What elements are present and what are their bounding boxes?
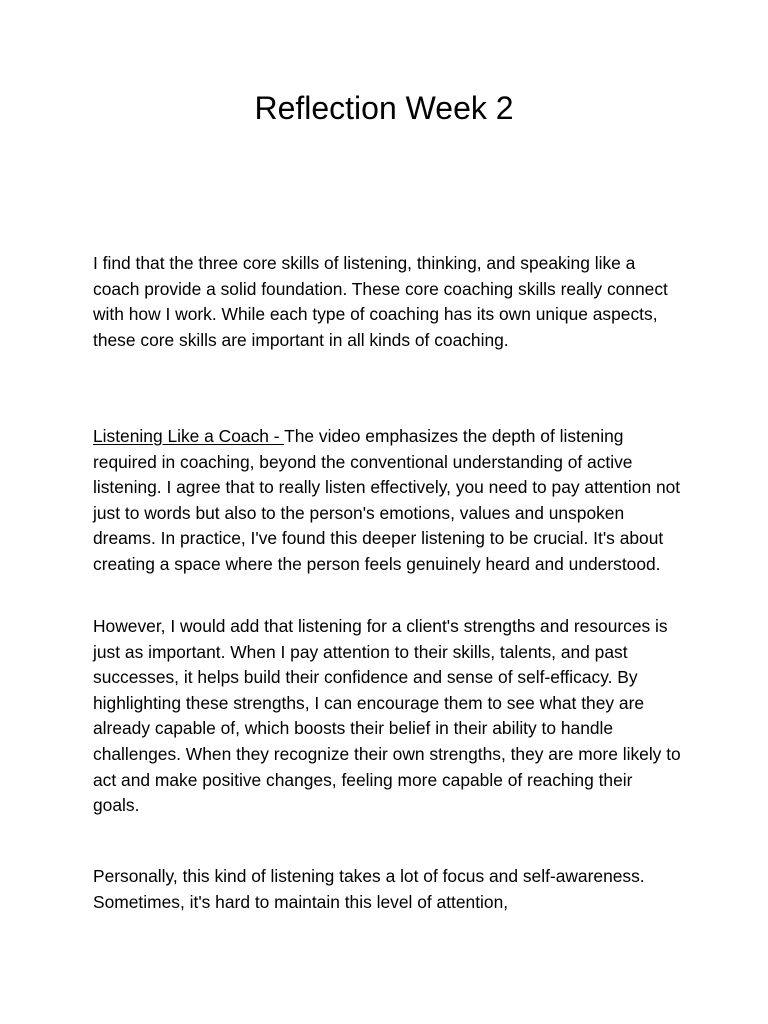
- personal-paragraph: Personally, this kind of listening takes a lot of focus and self-awareness. Sometimes, it's hard to maintain this level of attention,: [93, 866, 645, 912]
- listening-body: The video emphasizes the depth of listening required in coaching, beyond the conventional understanding of active listening. I agree that to really listen effectively, you need to pay attention not just to words but also to the person's emotions, values and unspoken dreams. In practice, I've found this deeper listening to be crucial. It's about creating a space where the person feels genuinely heard and understood.: [93, 426, 681, 574]
- document-title: Reflection Week 2: [254, 90, 514, 126]
- listening-paragraph: [93, 424, 683, 578]
- intro-paragraph: I find that the three core skills of listening, thinking, and speaking like a coach provide a solid foundation. These core coaching skills really connect with how I work. While each type of coaching has its own unique aspects, these core skills are important in all kinds of coaching.: [93, 253, 668, 350]
- listening-heading: Listening Like a Coach -: [93, 426, 285, 446]
- strengths-paragraph: However, I would add that listening for a client's strengths and resources is just as important. When I pay attention to their skills, talents, and past successes, it helps build their confidence and sense of self-efficacy. By highlighting these strengths, I can encourage them to see what they are already capable of, which boosts their belief in their ability to handle challenges. When they recognize their own strengths, they are more likely to act and make positive changes, feeling more capable of reaching their goals.: [93, 616, 681, 816]
